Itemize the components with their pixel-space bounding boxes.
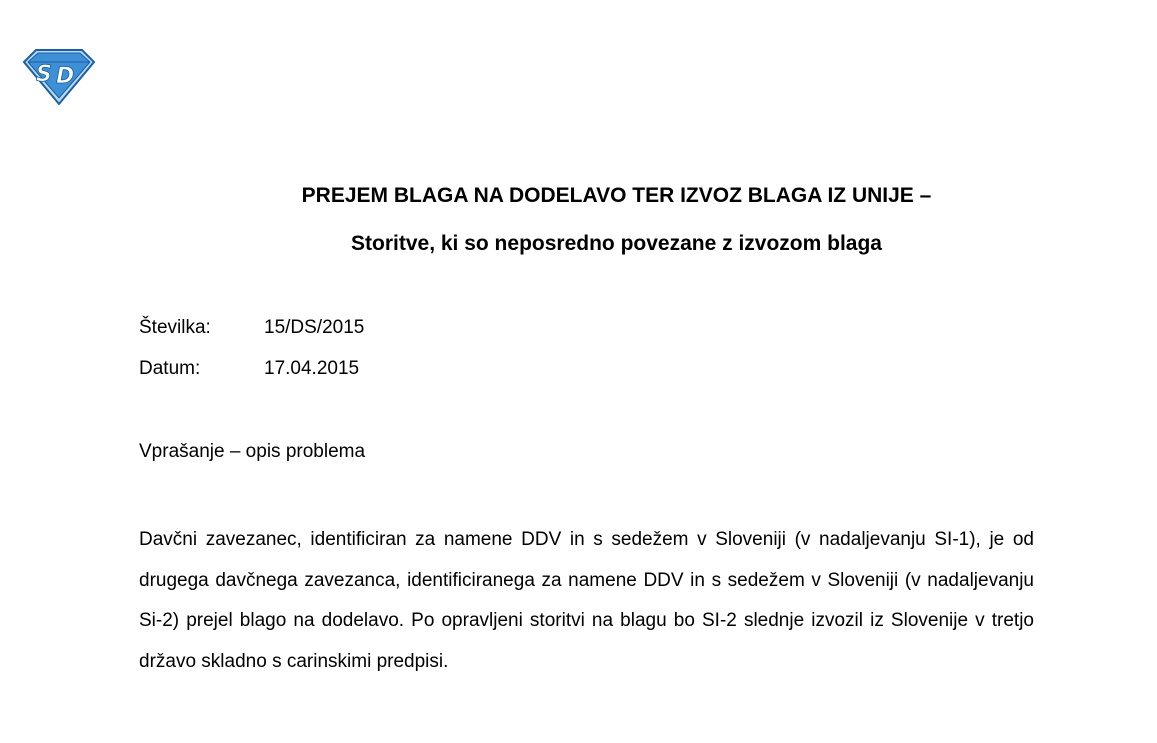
section-heading: Vprašanje – opis problema [139,441,366,462]
document-title-line2: Storitve, ki so neposredno povezane z izvozom blaga [351,232,882,255]
meta-number-label: Številka: [139,317,211,338]
meta-date-label: Datum: [139,358,201,379]
problem-description-paragraph: Davčni zavezanec, identificiran za namene DDV in s sedežem v Sloveniji (v nadaljevanju SI-1), je od drugega davčnega zavezanca, identificiranega za namene DDV in s sedežem v Sloveniji (v nadaljevanju Si-2) prejel blago na dodelavo. Po opravljeni storitvi na blagu bo SI-2 slednje izvozil iz Slovenije v tretjo državo skladno s carinskimi predpisi. [139,529,1034,672]
sd-logo-icon [22,48,96,106]
logo-letter-d: D [56,64,75,89]
meta-date-value: 17.04.2015 [264,358,360,379]
meta-number-row [139,316,364,340]
meta-date-row [139,357,359,381]
logo-letter-s: S [36,62,52,87]
meta-number-value: 15/DS/2015 [264,317,365,338]
document-title-line1: PREJEM BLAGA NA DODELAVO TER IZVOZ BLAGA IZ UNIJE – [301,184,932,207]
